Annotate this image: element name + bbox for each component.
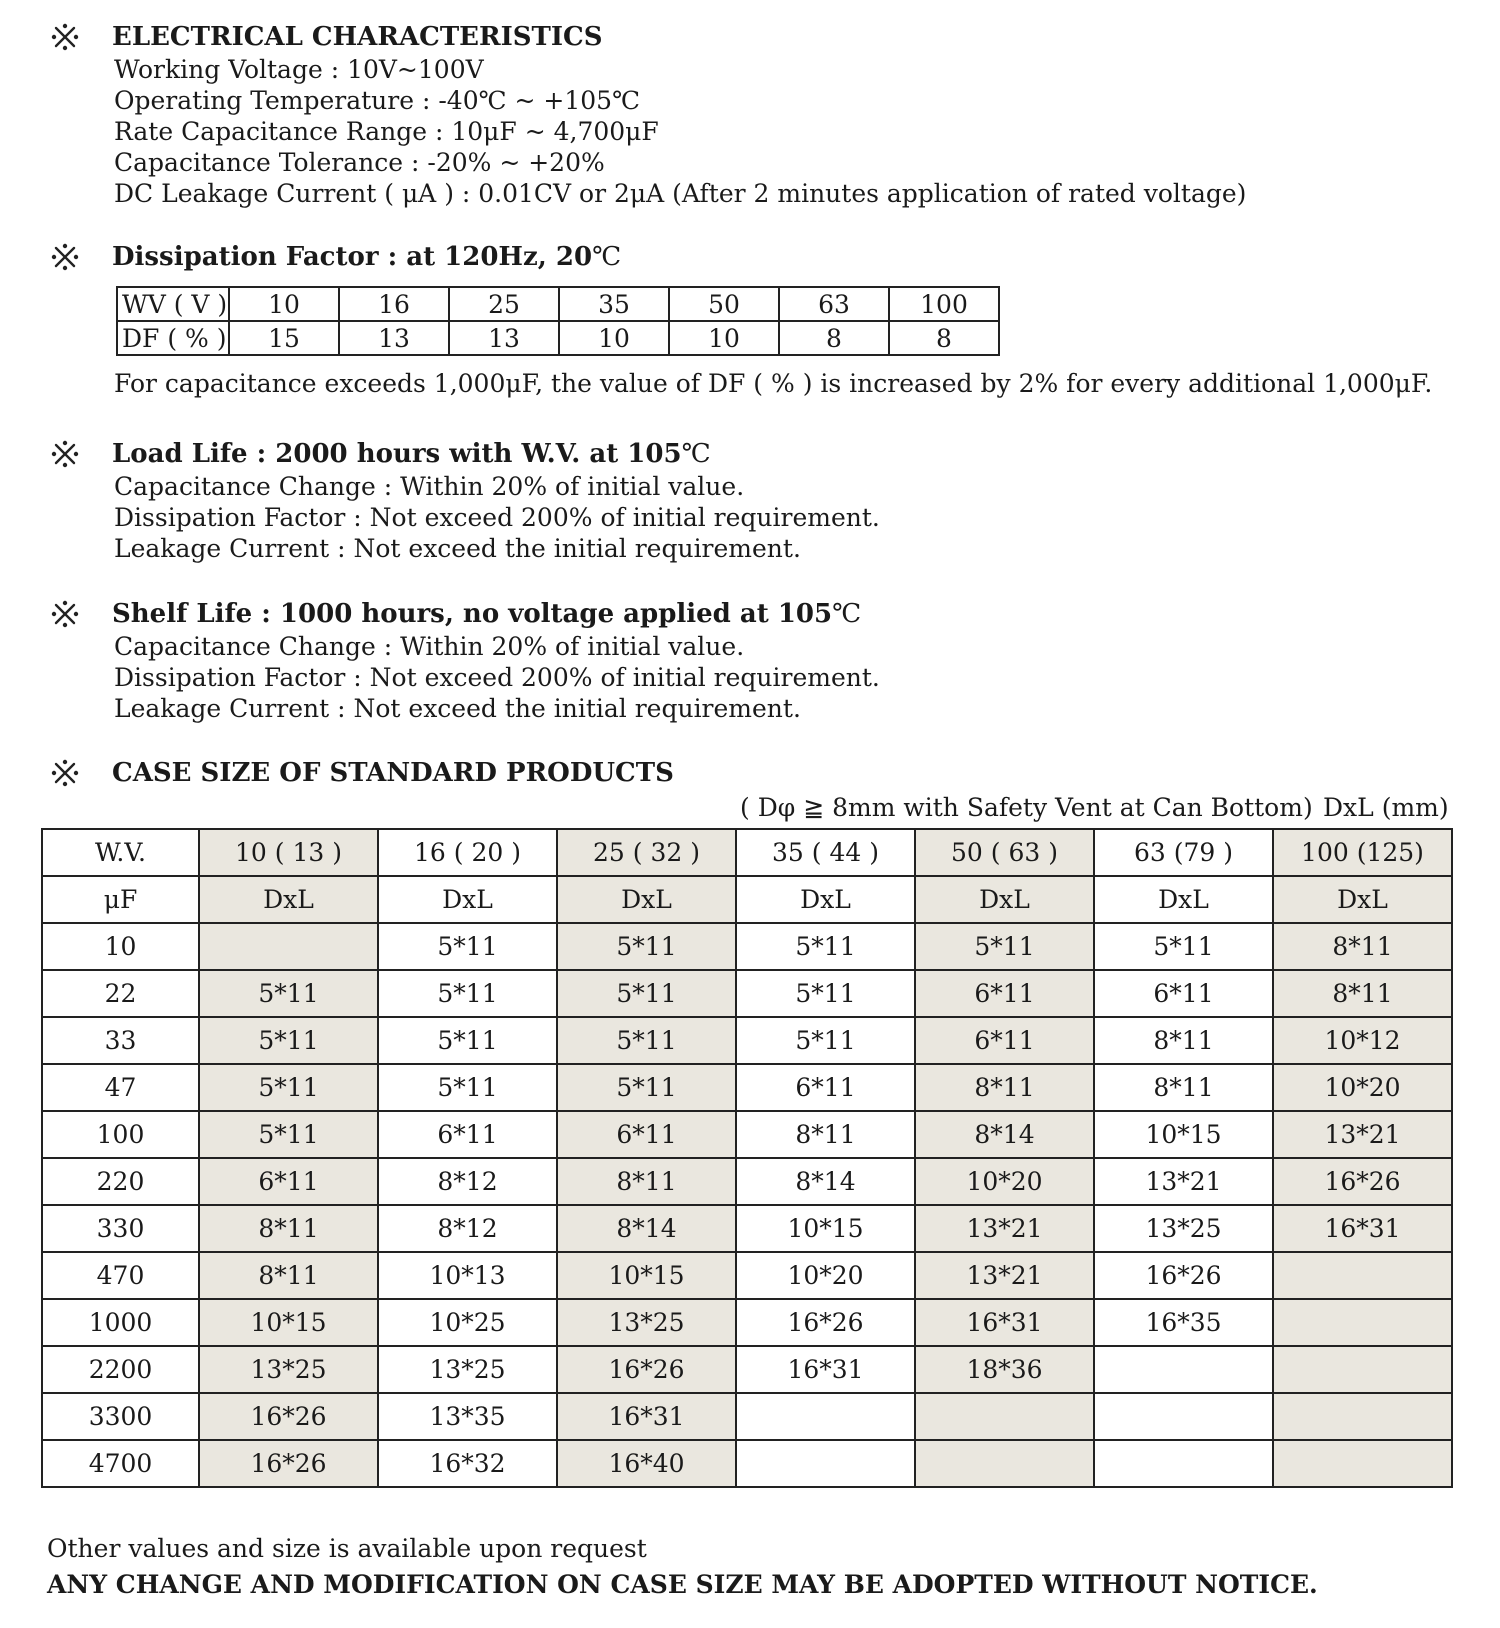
table-cell: 6*11: [915, 1017, 1094, 1064]
table-cell: 63: [779, 287, 889, 321]
table-row: [117, 287, 999, 321]
table-row: [42, 1158, 1452, 1205]
table-cell: 6*11: [199, 1158, 378, 1205]
section-heading: [50, 437, 880, 471]
electrical-characteristics-section: [50, 20, 1246, 209]
table-cell: 10: [559, 321, 669, 355]
table-cell: 50 ( 63 ): [915, 829, 1094, 876]
table-cell: 16*35: [1094, 1299, 1273, 1346]
table-cell: 8*11: [1094, 1017, 1273, 1064]
shelf-life-section: [50, 597, 880, 724]
table-cell: 13*21: [1273, 1111, 1452, 1158]
section-title: CASE SIZE OF STANDARD PRODUCTS: [112, 758, 674, 788]
table-cell: 8*11: [915, 1064, 1094, 1111]
section-heading: [50, 756, 674, 790]
row-label-cell: 100: [42, 1111, 199, 1158]
table-cell: 63 (79 ): [1094, 829, 1273, 876]
availability-note: Other values and size is available upon request: [47, 1534, 647, 1563]
table-row: [42, 1205, 1452, 1252]
table-cell: [1273, 1393, 1452, 1440]
table-cell: 16: [339, 287, 449, 321]
row-label-cell: 1000: [42, 1299, 199, 1346]
table-cell: 5*11: [915, 923, 1094, 970]
leakage-current-line: Leakage Current : Not exceed the initial requirement.: [114, 694, 801, 723]
reference-mark-icon: [50, 758, 80, 788]
df-table-wrap: [116, 286, 1432, 399]
section-title: Dissipation Factor : at 120Hz, 20℃: [112, 242, 622, 272]
table-cell: DxL: [557, 876, 736, 923]
table-cell: 16*31: [1273, 1205, 1452, 1252]
table-cell: 10*20: [915, 1158, 1094, 1205]
sub-header-row: [42, 876, 1452, 923]
table-cell: 13*25: [1094, 1205, 1273, 1252]
table-cell: 10*20: [736, 1252, 915, 1299]
case-size-table: [41, 828, 1453, 1488]
table-cell: [1094, 1393, 1273, 1440]
wv-row-label: WV ( V ): [117, 287, 229, 321]
table-cell: 5*11: [557, 970, 736, 1017]
table-cell: 8: [889, 321, 999, 355]
table-cell: [1094, 1346, 1273, 1393]
row-label-cell: 220: [42, 1158, 199, 1205]
table-cell: 5*11: [557, 1017, 736, 1064]
working-voltage-line: Working Voltage : 10V~100V: [114, 55, 484, 84]
table-cell: 18*36: [915, 1346, 1094, 1393]
section-heading: [50, 20, 1246, 54]
table-cell: 5*11: [378, 1064, 557, 1111]
table-cell: 25 ( 32 ): [557, 829, 736, 876]
table-cell: 5*11: [199, 1064, 378, 1111]
table-cell: 16*26: [1094, 1252, 1273, 1299]
dissipation-factor-section: [50, 240, 1432, 399]
table-cell: 13*35: [378, 1393, 557, 1440]
table-cell: 10*25: [378, 1299, 557, 1346]
table-row: [42, 1299, 1452, 1346]
table-cell: 8*11: [736, 1111, 915, 1158]
table-cell: [199, 923, 378, 970]
table-cell: 10 ( 13 ): [199, 829, 378, 876]
table-cell: 5*11: [736, 923, 915, 970]
table-cell: 16*31: [557, 1393, 736, 1440]
table-cell: 8*11: [1273, 923, 1452, 970]
unit-note: DxL (mm): [1323, 793, 1449, 822]
table-cell: 8*11: [199, 1252, 378, 1299]
table-cell: 10*15: [736, 1205, 915, 1252]
safety-vent-note: ( Dφ ≧ 8mm with Safety Vent at Can Bottom): [740, 793, 1313, 822]
load-life-lines: [114, 471, 880, 564]
row-label-cell: 33: [42, 1017, 199, 1064]
table-cell: 16 ( 20 ): [378, 829, 557, 876]
case-size-section: [50, 756, 674, 790]
table-cell: [1273, 1252, 1452, 1299]
change-warning: ANY CHANGE AND MODIFICATION ON CASE SIZE MAY BE ADOPTED WITHOUT NOTICE.: [47, 1570, 1318, 1599]
table-cell: 8*14: [557, 1205, 736, 1252]
reference-mark-icon: [50, 242, 80, 272]
table-cell: 5*11: [736, 1017, 915, 1064]
table-cell: 16*31: [915, 1299, 1094, 1346]
table-cell: 16*31: [736, 1346, 915, 1393]
table-cell: 16*26: [199, 1393, 378, 1440]
leakage-current-line: DC Leakage Current ( μA ) : 0.01CV or 2μA (After 2 minutes application of rated voltage): [114, 179, 1247, 208]
table-cell: 8*14: [915, 1111, 1094, 1158]
row-label-cell: 4700: [42, 1440, 199, 1487]
table-cell: 100 (125): [1273, 829, 1452, 876]
table-cell: 6*11: [736, 1064, 915, 1111]
table-cell: [736, 1440, 915, 1487]
table-cell: 8*11: [1273, 970, 1452, 1017]
table-cell: 16*26: [736, 1299, 915, 1346]
table-cell: [1273, 1440, 1452, 1487]
table-cell: 10*15: [1094, 1111, 1273, 1158]
table-cell: [736, 1393, 915, 1440]
table-cell: 35 ( 44 ): [736, 829, 915, 876]
capacitance-change-line: Capacitance Change : Within 20% of initial value.: [114, 472, 745, 501]
reference-mark-icon: [50, 599, 80, 629]
table-cell: [915, 1393, 1094, 1440]
table-cell: 5*11: [199, 1017, 378, 1064]
table-cell: [1094, 1440, 1273, 1487]
table-cell: 13: [339, 321, 449, 355]
table-row: [42, 1393, 1452, 1440]
row-label-cell: 330: [42, 1205, 199, 1252]
df-note: For capacitance exceeds 1,000μF, the value of DF ( % ) is increased by 2% for every additional 1,000μF.: [114, 369, 1433, 398]
table-cell: 8*11: [1094, 1064, 1273, 1111]
electrical-lines: [114, 54, 1246, 209]
table-cell: 10*15: [199, 1299, 378, 1346]
table-row: [42, 1440, 1452, 1487]
table-cell: 5*11: [378, 1017, 557, 1064]
table-cell: 13*25: [199, 1346, 378, 1393]
operating-temperature-line: Operating Temperature : -40℃ ~ +105℃: [114, 86, 641, 115]
table-cell: 8*11: [557, 1158, 736, 1205]
row-label-cell: 470: [42, 1252, 199, 1299]
table-cell: DxL: [1273, 876, 1452, 923]
section-heading: [50, 240, 1432, 274]
dissipation-factor-line: Dissipation Factor : Not exceed 200% of initial requirement.: [114, 663, 880, 692]
table-cell: [1273, 1346, 1452, 1393]
table-cell: 100: [889, 287, 999, 321]
row-label-cell: 22: [42, 970, 199, 1017]
table-cell: 6*11: [915, 970, 1094, 1017]
load-life-section: [50, 437, 880, 564]
table-cell: 5*11: [199, 970, 378, 1017]
reference-mark-icon: [50, 439, 80, 469]
table-cell: DxL: [915, 876, 1094, 923]
table-cell: 5*11: [378, 923, 557, 970]
section-title: ELECTRICAL CHARACTERISTICS: [112, 22, 603, 52]
section-title: Shelf Life : 1000 hours, no voltage applied at 105℃: [112, 599, 862, 629]
shelf-life-lines: [114, 631, 880, 724]
table-cell: 13*21: [915, 1252, 1094, 1299]
row-label-cell: 2200: [42, 1346, 199, 1393]
capacitance-tolerance-line: Capacitance Tolerance : -20% ~ +20%: [114, 148, 605, 177]
table-cell: 16*26: [557, 1346, 736, 1393]
table-cell: 35: [559, 287, 669, 321]
table-cell: 8*12: [378, 1205, 557, 1252]
table-row: [42, 1346, 1452, 1393]
table-cell: 5*11: [557, 1064, 736, 1111]
table-cell: 10*20: [1273, 1064, 1452, 1111]
table-cell: 16*40: [557, 1440, 736, 1487]
table-cell: 13: [449, 321, 559, 355]
table-cell: 8: [779, 321, 889, 355]
row-label-cell: W.V.: [42, 829, 199, 876]
table-cell: 50: [669, 287, 779, 321]
section-title: Load Life : 2000 hours with W.V. at 105℃: [112, 439, 711, 469]
table-row: [42, 923, 1452, 970]
table-cell: 10: [229, 287, 339, 321]
table-cell: 10: [669, 321, 779, 355]
table-cell: 13*25: [378, 1346, 557, 1393]
table-cell: [1273, 1299, 1452, 1346]
table-row: [42, 1252, 1452, 1299]
table-cell: 8*14: [736, 1158, 915, 1205]
table-cell: DxL: [1094, 876, 1273, 923]
table-cell: 5*11: [378, 970, 557, 1017]
table-cell: 10*12: [1273, 1017, 1452, 1064]
table-cell: 6*11: [557, 1111, 736, 1158]
table-cell: 6*11: [378, 1111, 557, 1158]
table-cell: 5*11: [199, 1111, 378, 1158]
table-cell: 5*11: [557, 923, 736, 970]
leakage-current-line: Leakage Current : Not exceed the initial requirement.: [114, 534, 801, 563]
table-cell: DxL: [378, 876, 557, 923]
table-cell: 6*11: [1094, 970, 1273, 1017]
dissipation-factor-table: [116, 286, 1000, 356]
header-row: [42, 829, 1452, 876]
table-cell: [915, 1440, 1094, 1487]
row-label-cell: 3300: [42, 1393, 199, 1440]
table-cell: 15: [229, 321, 339, 355]
section-heading: [50, 597, 880, 631]
table-cell: 13*21: [1094, 1158, 1273, 1205]
capacitance-change-line: Capacitance Change : Within 20% of initial value.: [114, 632, 745, 661]
capacitance-range-line: Rate Capacitance Range : 10μF ~ 4,700μF: [114, 117, 659, 146]
row-label-cell: 47: [42, 1064, 199, 1111]
table-cell: 8*11: [199, 1205, 378, 1252]
table-cell: 5*11: [1094, 923, 1273, 970]
table-cell: DxL: [199, 876, 378, 923]
table-cell: 10*15: [557, 1252, 736, 1299]
row-label-cell: 10: [42, 923, 199, 970]
table-cell: 16*32: [378, 1440, 557, 1487]
reference-mark-icon: [50, 22, 80, 52]
dissipation-factor-line: Dissipation Factor : Not exceed 200% of initial requirement.: [114, 503, 880, 532]
table-cell: 8*12: [378, 1158, 557, 1205]
df-row-label: DF ( % ): [117, 321, 229, 355]
table-row: [42, 1017, 1452, 1064]
table-cell: 16*26: [1273, 1158, 1452, 1205]
table-cell: 13*25: [557, 1299, 736, 1346]
table-cell: 13*21: [915, 1205, 1094, 1252]
table-cell: 16*26: [199, 1440, 378, 1487]
table-row: [117, 321, 999, 355]
table-row: [42, 1064, 1452, 1111]
table-cell: 5*11: [736, 970, 915, 1017]
row-label-cell: μF: [42, 876, 199, 923]
table-cell: 25: [449, 287, 559, 321]
table-row: [42, 1111, 1452, 1158]
table-cell: 10*13: [378, 1252, 557, 1299]
table-row: [42, 970, 1452, 1017]
table-cell: DxL: [736, 876, 915, 923]
